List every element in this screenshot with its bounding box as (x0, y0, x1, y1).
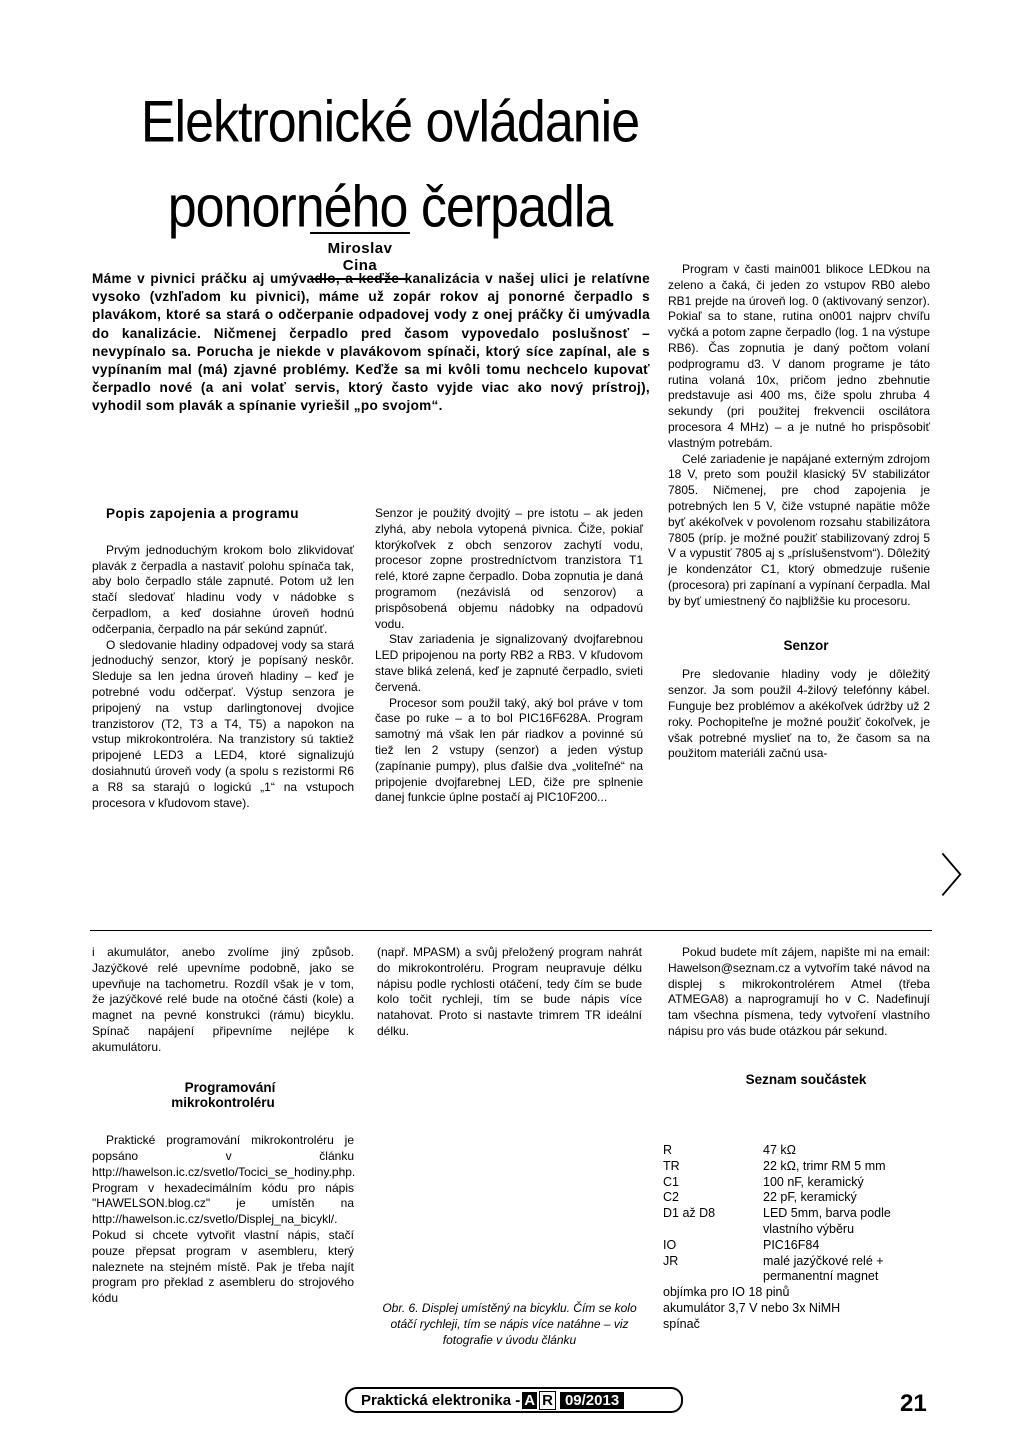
column-1-upper (92, 506, 354, 811)
paragraph: Senzor je použitý dvojitý – pre istotu – ak jeden zlyhá, aby nebola vytopená pivnica. Čiže, pokiaľ ktorýkoľvek z obch senzorov zachytí vodu, procesor zopne prostredníctvom tranzistora T1 relé, ktoré zapne čerpadlo. Doba zopnutia je daná programom (nezávislá od senzorov) a prispôsobená objemu nádobky na odpadovú vodu. (375, 506, 643, 631)
paragraph: Celé zariadenie je napájané externým zdrojom 18 V, preto som použil klasický 5V stabilizátor 7805. Ničmenej, pre chod zapojenia je potrebných len 5 V, čiže vstupné napätie môže byť akékoľvek v povolenom rozsahu stabilizátora 7805 (príp. je možné použiť stabilizovaný zdroj 5 V a vypustiť 7805 aj s „príslušenstvom“). Dôležitý je kondenzátor C1, ktorý obmedzuje rušenie (procesora) pri zapínaní a vypínaní čerpadla. Mal by byť umiestnený čo najbližšie ku procesoru. (668, 451, 930, 608)
paragraph: Pre sledovanie hladiny vody je dôležitý senzor. Ja som použil 4-žilový telefónny kábel. Funguje bez problémov a akékoľvek údržby už 2 roky. Pochopiteľne je možné použiť čokoľvek, je však potrebné myslieť na to, že časom sa na použitom materiáli začnú usa- (668, 667, 930, 761)
ar-logo-r: R (539, 1391, 556, 1410)
paragraph: Prvým jednoduchým krokom bolo zlikvidovať plavák z čerpadla a nastaviť polohu spínača tak, aby bolo čerpadlo stále zapnuté. Potom už len stačí sledovať hladinu vody v nádobke s čerpadlom, a keď dosiahne úroveň hodnú odčerpania, čerpadlo na pár sekúnd zapnúť. (92, 542, 354, 636)
parts-row: TR 22 kΩ, trimr RM 5 mm (663, 1158, 886, 1173)
article-lead: Máme v pivnici práčku aj umývadlo, a keďže kanalizácia v našej ulici je relatívne vysoko (vzhľadom ku pivnici), máme už zopár rokov aj ponorné čerpadlo s plavákom, ktoré sa stará o odčerpanie odpadovej vody z onej práčky či umývadla do kanalizácie. Ničmenej čerpadlo pred časom vypovedalo poslušnosť – nevypínalo sa. Porucha je niekde v plavákovom spínači, ktorý síce zapínal, ale s vypínaním mal (má) zjavné problémy. Keďže sa mi kvôli tomu nechcelo kupovať čerpadlo nové (a ani volať servis, ktorý často vyjde viac ako nový prístroj), vyhodil som plavák a spínanie vyriešil „po svojom“. (92, 271, 650, 414)
column-3-lower (668, 945, 930, 1104)
parts-list-heading: Seznam součástek (745, 1071, 867, 1087)
magazine-footer (345, 1387, 683, 1413)
issue-number: 09/2013 (560, 1392, 624, 1409)
magazine-name: Praktická elektronika - (361, 1391, 521, 1409)
paragraph: (např. MPASM) a svůj přeložený program nahrát do mikrokontroléru. Program neupravuje délku nápisu podle rychlosti otáčení, tedy čím se bude kolo točit rychleji, tím se bude nápis více natahovat. Proto si nastavte trimrem TR ideální délku. (377, 945, 642, 1038)
ar-logo-a: A (524, 1391, 536, 1409)
paragraph: O sledovanie hladiny odpadovej vody sa stará jednoduchý senzor, ktorý je popísaný neskôr. Sleduje sa len jedna úroveň hladiny – keď je potrebné vodu odčerpať. Výstup senzora je pripojený na vstup darlingtonovej dvojice tranzistorov (T2, T3 a T4, T5) a napokon na vstup mikrokontroléra. Na tranzistory sú taktiež pripojené LED3 a LED4, ktoré signalizujú dosiahnutú úroveň vody (a spolu s rezistormi R6 a R8 sa starajú o logickú „1“ na vstupoch procesora v kľudovom stave). (92, 637, 354, 810)
parts-row: IO PIC16F84 (663, 1237, 820, 1252)
parts-extra: akumulátor 3,7 V nebo 3x NiMH (663, 1300, 841, 1315)
continue-arrow-icon: 〉 (940, 850, 986, 902)
parts-row: JR malé jazýčkové relé + permanentní magnet (663, 1253, 884, 1284)
author-name: Miroslav Cina (310, 232, 410, 280)
parts-extra: spínač (663, 1316, 700, 1331)
paragraph: Praktické programování mikrokontroléru je popsáno v článku http://hawelson.ic.cz/svetlo/Tocici_se_hodiny.php. Program v hexadecimálním kódu pro nápis "HAWELSON.blog.cz" je umístěn na http://hawelson.ic.cz/svetlo/Displej_na_bicykl/. Pokud si chcete vytvořit vlastní nápis, stačí pouze přepsat program v asembleru, který naleznete na stejném místě. Pak je třeba najít program pro překlad z asembleru do strojového kódu (92, 1133, 356, 1306)
page-number: 21 (900, 1390, 927, 1417)
column-2-upper (375, 506, 643, 806)
paragraph: Stav zariadenia je signalizovaný dvojfarebnou LED pripojenou na porty RB2 a RB3. V kľudovom stave bliká zelená, keď je zapnuté čerpadlo, svieti červená. (375, 632, 643, 694)
parts-row: C2 22 pF, keramický (663, 1190, 857, 1205)
section-heading-programovani: Programování mikrokontroléru (171, 1079, 276, 1111)
paragraph: Procesor som použil taký, aký bol práve v tom čase po ruke – a to bol PIC16F628A. Program samotný má však len pár riadkov a povinné sú tiež len 2 vstupy (senzor) a jeden výstup (zapínanie pumpy), plus ďalšie dva „voliteľné“ na pripojenie dvojfarebnej LED, čiže pre splnenie danej funkcie úplne postačí aj PIC10F200... (375, 695, 643, 805)
parts-extra: objímka pro IO 18 pinů (663, 1285, 790, 1300)
paragraph: Pokud budete mít zájem, napište mi na email: Hawelson@seznam.cz a vytvořím také návod na displej s mikrokontrolérem Atmel (třeba ATMEGA8) a naprogramují ho v C. Nadefinují tam všechna písmena, tedy vytvoření vlastního nápisu pro vás bude otázkou pár sekund. (668, 945, 930, 1038)
section-heading-senzor: Senzor (783, 637, 829, 653)
figure-caption: Obr. 6. Displej umístěný na bicyklu. Čím se kolo otáčí rychleji, tím se nápis více natáhne – viz fotografie v úvodu článku (382, 1301, 637, 1347)
column-1-lower (92, 945, 354, 1307)
paragraph: Program v časti main001 blikoce LEDkou na zeleno a čaká, či jeden zo vstupov RB0 alebo RB1 prejde na úroveň log. 0 (aktivovaný senzor). Pokiaľ sa to stane, rutina on001 najprv chvíľu vyčká a potom zapne čerpadlo (log. 1 na výstupe RB6). Čas zopnutia je daný počtom volaní podprogramu d3. V danom programe je táto rutina volaná 10x, pričom jedno zbehnutie predstavuje asi 400 ms, čiže spolu zhruba 4 sekundy (pri použitej frekvencii oscilátora procesora 4 MHz) – a je nutné ho prispôsobiť vlastným potrebám. (668, 262, 930, 450)
parts-row: R 47 kΩ (663, 1143, 796, 1157)
section-heading-popis: Popis zapojenia a programu (106, 506, 300, 521)
parts-list (663, 1143, 935, 1333)
parts-row: D1 až D8 LED 5mm, barva podle vlastního výběru (663, 1206, 891, 1236)
article-title: Elektronické ovládanie ponorného čerpadla (140, 90, 640, 241)
parts-row: C1 100 nF, keramický (663, 1174, 864, 1189)
paragraph: i akumulátor, anebo zvolíme jiný způsob. Jazýčkové relé upevníme podobně, jako se upevňuje na tachometru. Rozdíl však je v tom, že jazýčkové relé bude na otočné části (kole) a magnet na pevné konstrukci (rámu) bicyklu. Spínač napájení připevníme nejlépe k akumulátoru. (92, 945, 354, 1054)
column-3-upper (668, 262, 930, 762)
column-2-lower (377, 945, 642, 1040)
divider-line (90, 930, 932, 931)
